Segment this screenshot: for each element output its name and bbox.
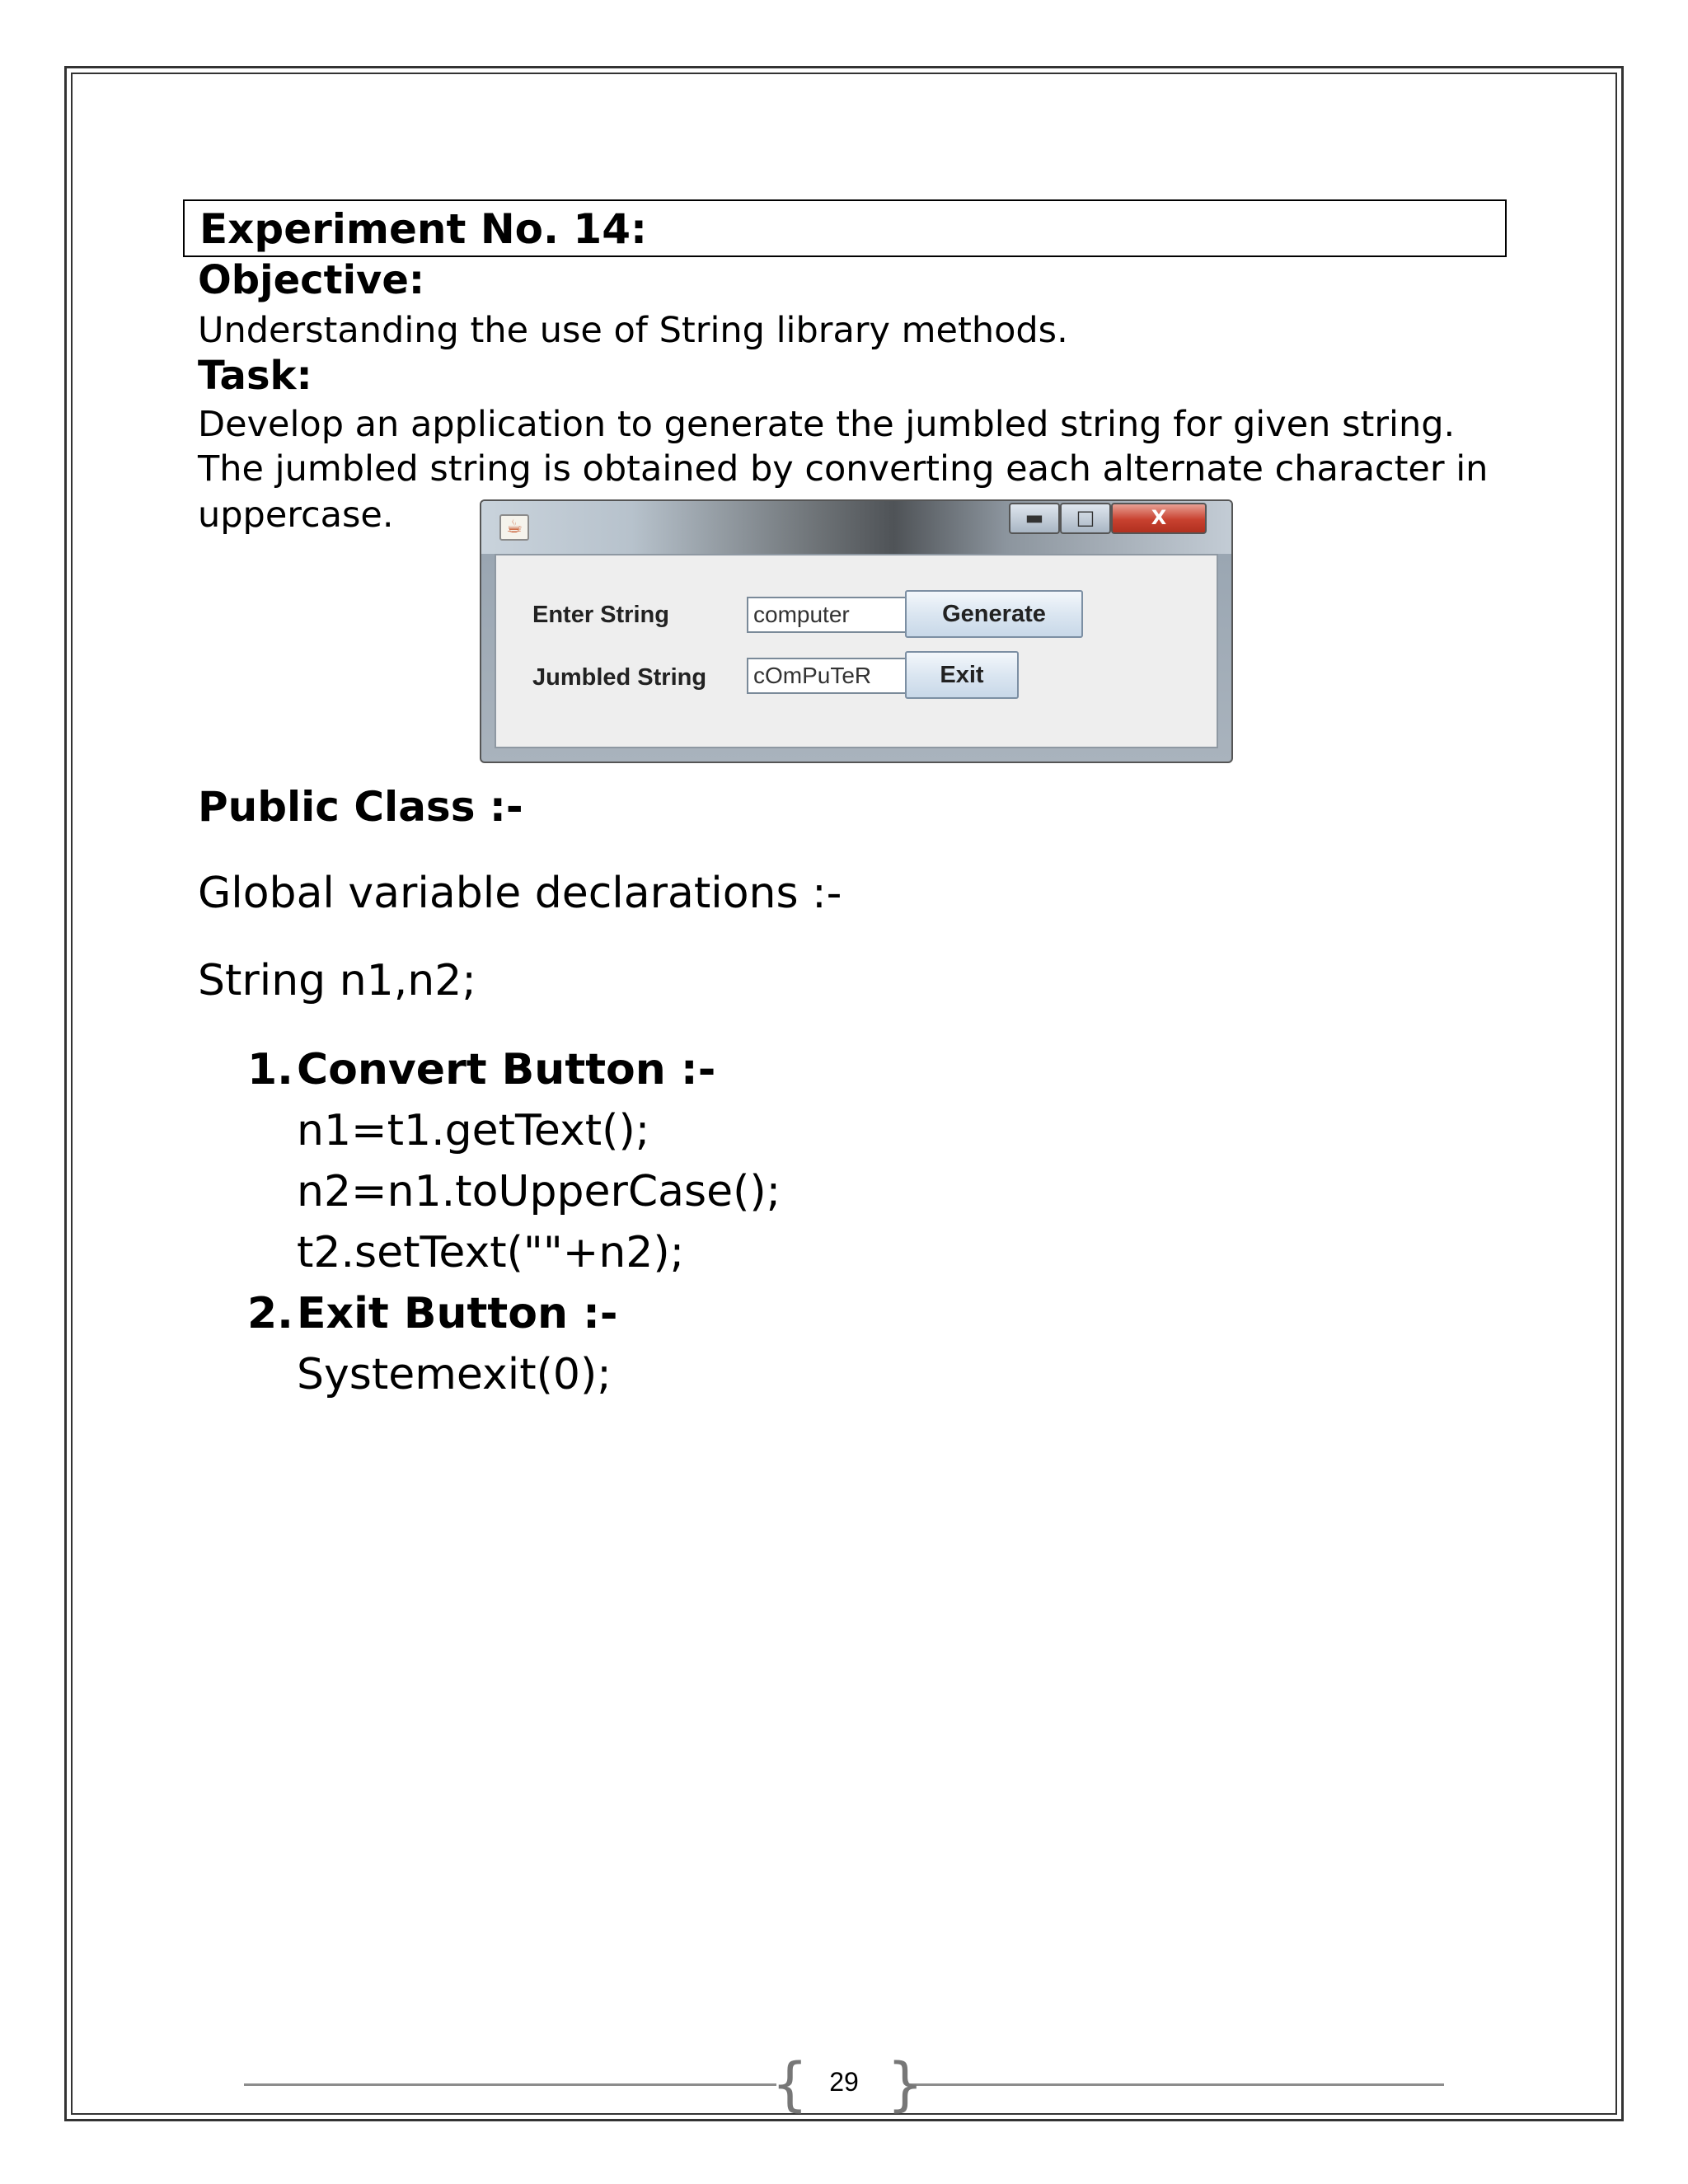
minimize-icon[interactable]: ▬: [1009, 503, 1060, 534]
window-client-area: [495, 554, 1218, 748]
task-heading: Task:: [198, 353, 312, 399]
generate-button[interactable]: Generate: [905, 590, 1083, 638]
task-text-line-1: Develop an application to generate the jumbled string for given string.: [198, 404, 1456, 445]
string-declaration-text: String n1,n2;: [198, 956, 476, 1005]
experiment-title-box: [183, 199, 1507, 257]
app-window-screenshot: [480, 499, 1233, 763]
close-icon[interactable]: X: [1111, 503, 1207, 534]
list-item-title: Exit Button :-: [297, 1289, 618, 1338]
code-line: t2.setText(""+n2);: [297, 1228, 685, 1277]
exit-button-item-title: [247, 1289, 617, 1338]
code-line: n2=n1.toUpperCase();: [297, 1167, 781, 1216]
code-line: n1=t1.getText();: [297, 1106, 650, 1155]
enter-string-label: Enter String: [532, 602, 669, 628]
objective-heading: Objective:: [198, 257, 425, 303]
experiment-title: Experiment No. 14:: [199, 205, 647, 253]
list-item-title: Convert Button :-: [297, 1045, 716, 1094]
right-brace-icon: }: [887, 2050, 924, 2118]
left-brace-icon: {: [771, 2050, 809, 2118]
objective-text: Understanding the use of String library methods.: [198, 310, 1068, 351]
footer-rule-left: [244, 2083, 776, 2086]
maximize-icon[interactable]: □: [1060, 503, 1111, 534]
jumbled-string-field[interactable]: cOmPuTeR: [747, 658, 954, 694]
convert-button-item-title: [247, 1045, 715, 1094]
task-text-line-2: The jumbled string is obtained by converting each alternate character in: [198, 448, 1489, 490]
public-class-heading: Public Class :-: [198, 783, 523, 831]
exit-button[interactable]: Exit: [905, 651, 1019, 699]
code-line: Systemexit(0);: [297, 1350, 612, 1399]
footer-rule-right: [907, 2083, 1444, 2086]
page-number: 29: [829, 2067, 859, 2097]
list-number: 1.: [247, 1045, 293, 1094]
global-declarations-text: Global variable declarations :-: [198, 869, 842, 918]
task-text-line-3: uppercase.: [198, 494, 394, 536]
window-titlebar: [481, 501, 1231, 554]
java-cup-icon: ☕: [499, 514, 529, 541]
jumbled-string-label: Jumbled String: [532, 664, 707, 691]
list-number: 2.: [247, 1289, 293, 1338]
enter-string-field[interactable]: computer: [747, 597, 954, 633]
